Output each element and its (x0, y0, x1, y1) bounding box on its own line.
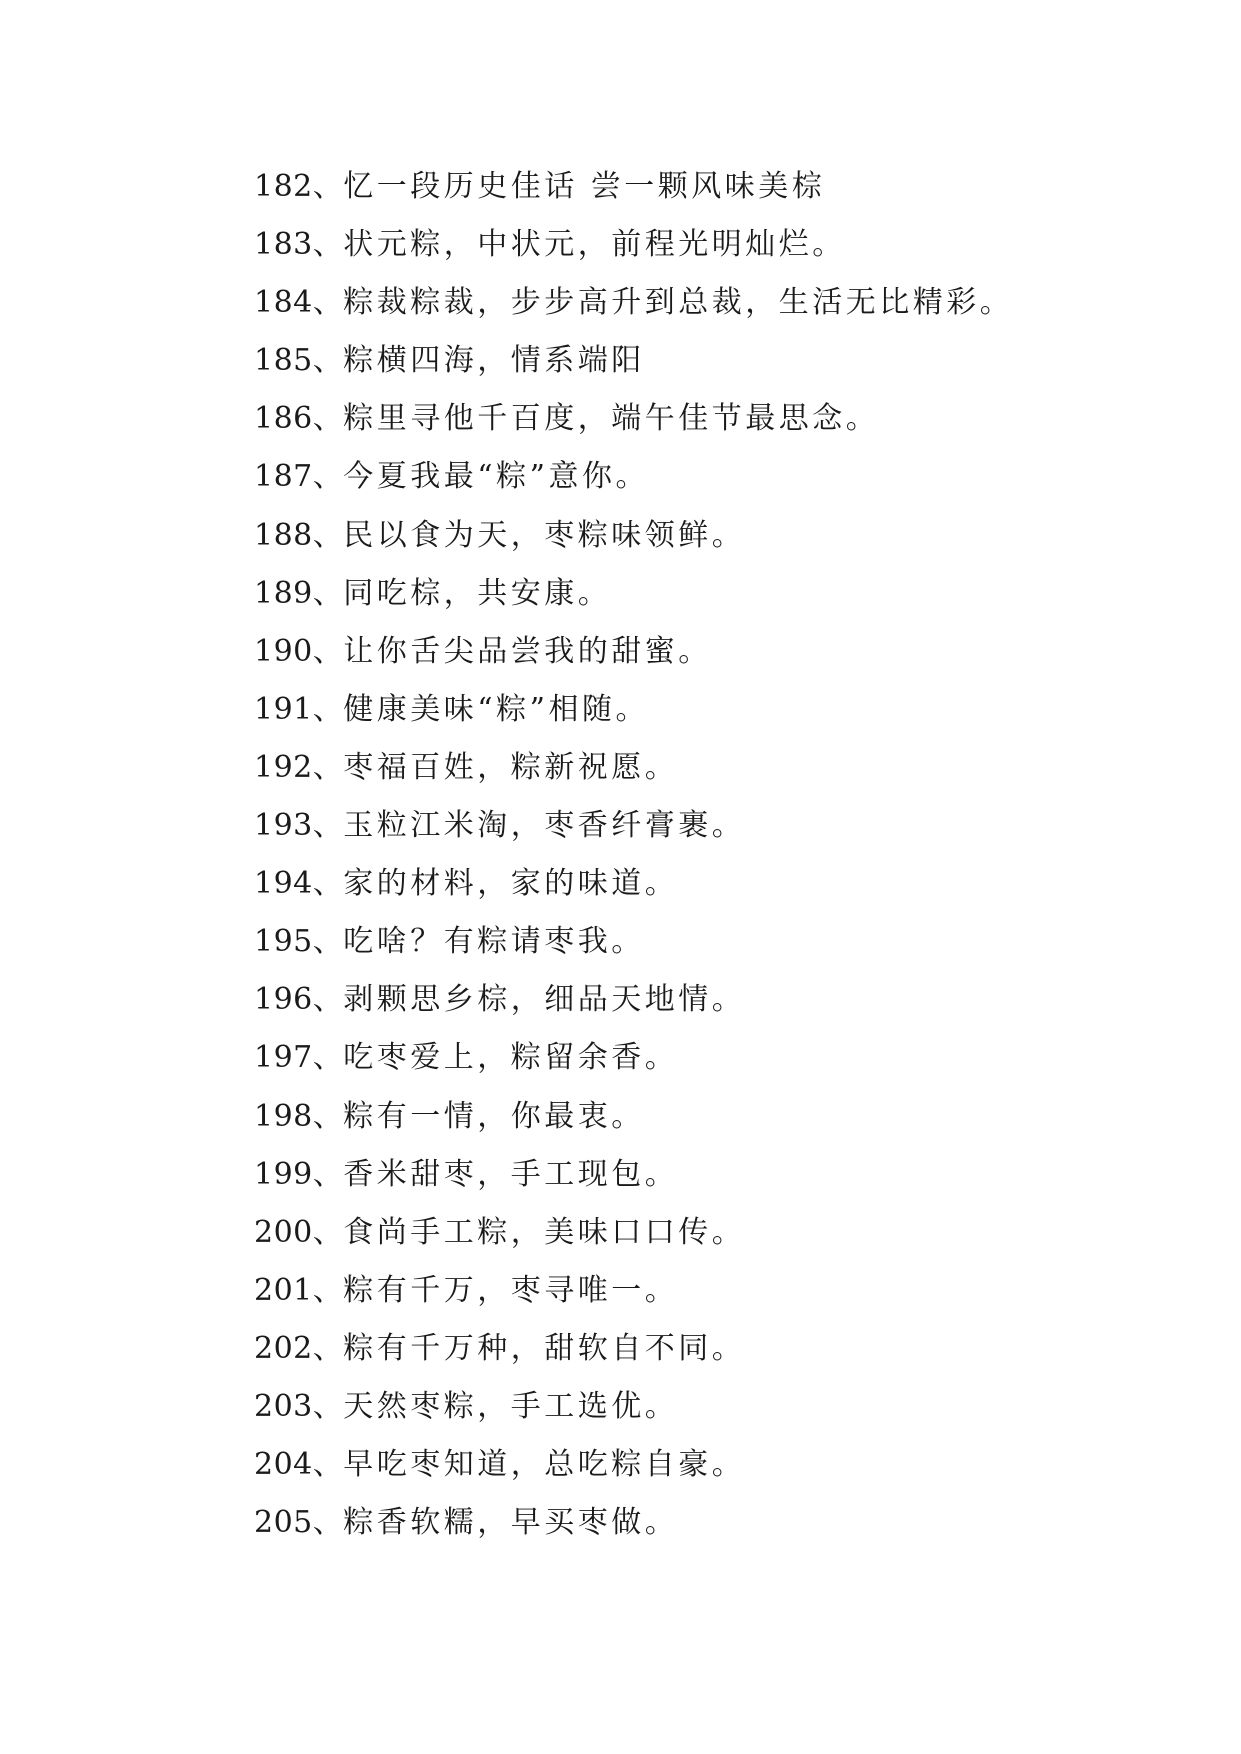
list-item (254, 390, 1013, 448)
item-text: 粽裁粽裁，步步高升到总裁，生活无比精彩。 (343, 285, 1014, 321)
list-item (254, 797, 1013, 855)
item-number: 182、 (254, 169, 344, 204)
item-number: 190、 (254, 633, 344, 669)
item-number: 186、 (254, 401, 344, 437)
item-number: 193、 (254, 808, 344, 844)
list-item (254, 623, 1013, 681)
item-text: 吃啥？有粽请枣我。 (343, 924, 645, 960)
list-item (254, 855, 1013, 913)
list-item (254, 1029, 1013, 1087)
list-item (254, 1320, 1013, 1378)
item-text: 忆一段历史佳话 尝一颗风味美棕 (343, 169, 826, 204)
list-item (254, 681, 1013, 739)
item-number: 205、 (254, 1505, 344, 1541)
item-text: 粽有一情，你最衷。 (343, 1098, 645, 1134)
item-number: 204、 (254, 1447, 344, 1483)
item-text: 天然枣粽，手工选优。 (343, 1388, 679, 1424)
item-number: 188、 (254, 517, 344, 553)
item-text: 粽有千万种，甜软自不同。 (343, 1330, 746, 1366)
item-number: 203、 (254, 1388, 344, 1424)
item-text: 食尚手工粽，美味口口传。 (343, 1214, 746, 1250)
item-text: 香米甜枣，手工现包。 (343, 1156, 679, 1192)
list-item (254, 1262, 1013, 1320)
list-item (254, 1378, 1013, 1436)
item-number: 185、 (254, 343, 344, 379)
item-text: 民以食为天，枣粽味领鲜。 (343, 517, 746, 553)
item-text: 今夏我最“粽”意你。 (343, 459, 649, 495)
item-number: 183、 (254, 227, 344, 263)
list-item (254, 1436, 1013, 1494)
item-text: 剥颗思乡棕，细品天地情。 (343, 982, 746, 1018)
list-item (254, 448, 1013, 506)
item-text: 让你舌尖品尝我的甜蜜。 (343, 633, 712, 669)
list-item (254, 971, 1013, 1029)
item-number: 202、 (254, 1330, 344, 1366)
item-number: 191、 (254, 691, 344, 727)
list-item (254, 274, 1013, 332)
item-number: 189、 (254, 575, 344, 611)
list-item (254, 913, 1013, 971)
item-number: 184、 (254, 285, 344, 321)
item-number: 196、 (254, 982, 344, 1018)
item-text: 粽有千万，枣寻唯一。 (343, 1272, 679, 1308)
list-item (254, 216, 1013, 274)
list-item (254, 1088, 1013, 1146)
item-text: 枣福百姓，粽新祝愿。 (343, 749, 679, 785)
item-text: 玉粒江米淘，枣香纤膏裹。 (343, 808, 746, 844)
list-item (254, 1146, 1013, 1204)
item-text: 状元粽，中状元，前程光明灿烂。 (343, 227, 846, 263)
item-number: 199、 (254, 1156, 344, 1192)
item-text: 粽里寻他千百度，端午佳节最思念。 (343, 401, 880, 437)
list-item (254, 1204, 1013, 1262)
slogan-list (254, 158, 1013, 1552)
item-number: 195、 (254, 924, 344, 960)
item-number: 187、 (254, 459, 344, 495)
list-item (254, 507, 1013, 565)
list-item (254, 158, 1013, 216)
item-text: 吃枣爱上，粽留余香。 (343, 1040, 679, 1076)
item-text: 家的材料，家的味道。 (343, 866, 679, 902)
item-text: 粽横四海，情系端阳 (343, 343, 645, 379)
list-item (254, 739, 1013, 797)
item-number: 194、 (254, 866, 344, 902)
item-number: 197、 (254, 1040, 344, 1076)
item-number: 201、 (254, 1272, 344, 1308)
item-text: 早吃枣知道，总吃粽自豪。 (343, 1447, 746, 1483)
item-text: 粽香软糯，早买枣做。 (343, 1505, 679, 1541)
item-text: 健康美味“粽”相随。 (343, 691, 649, 727)
item-number: 198、 (254, 1098, 344, 1134)
list-item (254, 1494, 1013, 1552)
item-text: 同吃棕，共安康。 (343, 575, 612, 611)
item-number: 200、 (254, 1214, 344, 1250)
list-item (254, 565, 1013, 623)
item-number: 192、 (254, 749, 344, 785)
list-item (254, 332, 1013, 390)
